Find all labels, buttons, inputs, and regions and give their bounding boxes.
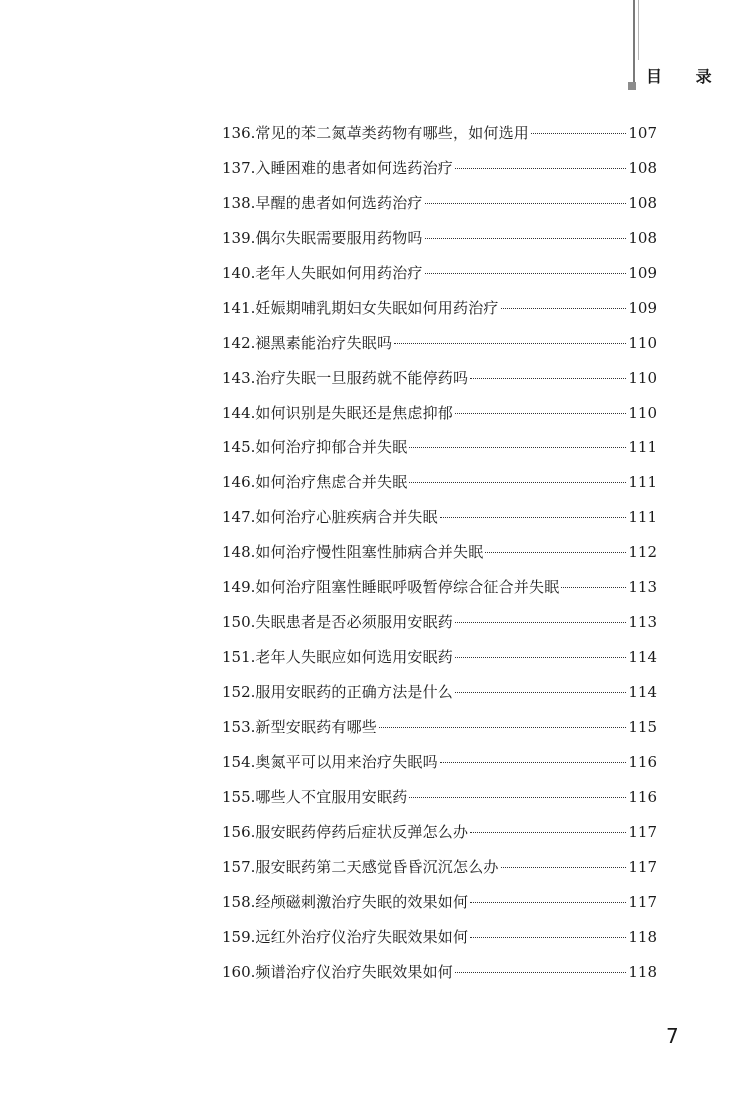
toc-dot-leader bbox=[440, 762, 627, 763]
toc-entry-page: 117 bbox=[628, 822, 657, 841]
toc-dot-leader bbox=[470, 378, 626, 379]
toc-entry-number: 138. bbox=[222, 193, 256, 212]
toc-entry-page: 114 bbox=[628, 683, 657, 701]
toc-entry-number: 149. bbox=[222, 578, 256, 597]
toc-entry[interactable] bbox=[222, 262, 657, 297]
toc-entry-number: 153. bbox=[222, 717, 256, 736]
header-rule-inner bbox=[638, 0, 639, 60]
toc-entry-number: 147. bbox=[222, 508, 256, 527]
toc-entry[interactable] bbox=[222, 961, 657, 996]
toc-dot-leader bbox=[455, 622, 626, 623]
toc-entry-title: 早醒的患者如何选药治疗 bbox=[255, 193, 423, 212]
toc-dot-leader bbox=[409, 447, 626, 448]
toc-entry-number: 137. bbox=[222, 158, 256, 177]
toc-entry[interactable] bbox=[222, 681, 657, 716]
toc-entry-page: 113 bbox=[628, 578, 657, 597]
toc-dot-leader bbox=[561, 587, 626, 588]
toc-entry-number: 140. bbox=[222, 263, 256, 282]
toc-entry[interactable] bbox=[222, 751, 657, 786]
toc-entry-number: 139. bbox=[222, 228, 256, 247]
toc-dot-leader bbox=[485, 552, 626, 553]
toc-entry[interactable] bbox=[222, 716, 657, 751]
toc-dot-leader bbox=[425, 203, 627, 204]
toc-entry-title: 褪黑素能治疗失眠吗 bbox=[255, 333, 393, 352]
toc-dot-leader bbox=[531, 133, 626, 134]
toc-entry[interactable] bbox=[222, 646, 657, 681]
toc-entry-page: 117 bbox=[628, 857, 657, 876]
toc-dot-leader bbox=[470, 832, 626, 833]
toc-entry-title: 如何治疗心脏疾病合并失眠 bbox=[255, 508, 438, 527]
toc-entry[interactable] bbox=[222, 297, 657, 332]
toc-entry-page: 110 bbox=[628, 403, 657, 422]
toc-dot-leader bbox=[379, 727, 626, 728]
toc-dot-leader bbox=[440, 517, 627, 518]
toc-entry-number: 136. bbox=[222, 124, 256, 142]
toc-entry-title: 如何治疗阻塞性睡眠呼吸暂停综合征合并失眠 bbox=[255, 578, 560, 597]
toc-entry-page: 117 bbox=[628, 892, 657, 911]
toc-dot-leader bbox=[409, 797, 626, 798]
toc-entry-title: 如何治疗焦虑合并失眠 bbox=[255, 473, 408, 492]
toc-dot-leader bbox=[455, 168, 626, 169]
toc-dot-leader bbox=[455, 657, 626, 658]
toc-entry-title: 新型安眠药有哪些 bbox=[255, 717, 378, 736]
toc-entry-title: 奥氮平可以用来治疗失眠吗 bbox=[255, 752, 438, 771]
toc-entry-number: 158. bbox=[222, 892, 256, 911]
toc-entry[interactable] bbox=[222, 541, 657, 576]
toc-entry-page: 108 bbox=[628, 193, 657, 212]
toc-entry-page: 113 bbox=[628, 613, 657, 632]
toc-entry[interactable] bbox=[222, 611, 657, 646]
toc-entry[interactable] bbox=[222, 157, 657, 192]
toc-entry-number: 141. bbox=[222, 298, 256, 317]
toc-entry-number: 148. bbox=[222, 543, 256, 562]
toc-entry-title: 老年人失眠如何用药治疗 bbox=[255, 263, 423, 282]
toc-entry-page: 109 bbox=[628, 263, 657, 282]
toc-dot-leader bbox=[470, 902, 626, 903]
toc-dot-leader bbox=[425, 273, 627, 274]
toc-entry[interactable] bbox=[222, 926, 657, 961]
toc-entry-number: 146. bbox=[222, 473, 256, 492]
toc-dot-leader bbox=[425, 238, 627, 239]
toc-entry-page: 111 bbox=[628, 473, 657, 492]
toc-dot-leader bbox=[394, 343, 626, 344]
toc-entry-number: 142. bbox=[222, 333, 256, 352]
toc-entry[interactable] bbox=[222, 192, 657, 227]
toc-entry-title: 老年人失眠应如何选用安眠药 bbox=[255, 648, 454, 667]
toc-entry-page: 109 bbox=[628, 298, 657, 317]
toc-entry-number: 156. bbox=[222, 822, 256, 841]
toc-entry-number: 155. bbox=[222, 787, 256, 806]
toc-entry-title: 频谱治疗仪治疗失眠效果如何 bbox=[255, 962, 454, 981]
toc-dot-leader bbox=[501, 867, 627, 868]
toc-entry-page: 114 bbox=[628, 648, 657, 667]
toc-entry-page: 116 bbox=[628, 787, 657, 806]
toc-entry-page: 118 bbox=[628, 962, 657, 981]
toc-entry[interactable] bbox=[222, 471, 657, 506]
toc-entry[interactable] bbox=[222, 891, 657, 926]
toc-entry-number: 143. bbox=[222, 368, 256, 387]
toc-entry-page: 107 bbox=[628, 124, 657, 142]
toc-dot-leader bbox=[501, 308, 627, 309]
toc-entry-page: 111 bbox=[628, 438, 657, 457]
toc-entry-number: 159. bbox=[222, 927, 256, 946]
toc-entry[interactable] bbox=[222, 856, 657, 891]
toc-entry[interactable] bbox=[222, 227, 657, 262]
toc-entry-number: 154. bbox=[222, 752, 256, 771]
toc-entry-title: 经颅磁刺激治疗失眠的效果如何 bbox=[255, 892, 469, 911]
header-title: 目 录 bbox=[646, 67, 726, 86]
toc-entry-title: 如何治疗抑郁合并失眠 bbox=[255, 438, 408, 457]
toc-entry-title: 服用安眠药的正确方法是什么 bbox=[255, 683, 454, 701]
toc-entry-page: 108 bbox=[628, 158, 657, 177]
toc-entry-page: 115 bbox=[628, 717, 657, 736]
toc-entry[interactable] bbox=[222, 367, 657, 402]
toc-entry-title: 哪些人不宜服用安眠药 bbox=[255, 787, 408, 806]
toc-entry-title: 入睡困难的患者如何选药治疗 bbox=[255, 158, 454, 177]
toc-dot-leader bbox=[470, 937, 626, 938]
toc-entry[interactable] bbox=[222, 576, 657, 611]
toc-entry-title: 如何识别是失眠还是焦虑抑郁 bbox=[255, 403, 454, 422]
toc-entry-page: 116 bbox=[628, 752, 657, 771]
toc-entry[interactable] bbox=[222, 402, 657, 437]
toc-entry[interactable] bbox=[222, 506, 657, 541]
toc-entry-page: 118 bbox=[628, 927, 657, 946]
toc-entry-number: 145. bbox=[222, 438, 256, 457]
toc-entry-title: 妊娠期哺乳期妇女失眠如何用药治疗 bbox=[255, 298, 499, 317]
toc-entry-number: 151. bbox=[222, 648, 256, 667]
toc-entry-number: 157. bbox=[222, 857, 256, 876]
toc-entry-page: 111 bbox=[628, 508, 657, 527]
header-marker bbox=[628, 82, 636, 90]
toc-entry-title: 远红外治疗仪治疗失眠效果如何 bbox=[255, 927, 469, 946]
toc-entry-page: 110 bbox=[628, 333, 657, 352]
toc-dot-leader bbox=[455, 413, 626, 414]
toc-entry-number: 150. bbox=[222, 613, 256, 632]
toc-entry-title: 失眠患者是否必须服用安眠药 bbox=[255, 613, 454, 632]
toc-dot-leader bbox=[455, 972, 626, 973]
toc-entry-title: 治疗失眠一旦服药就不能停药吗 bbox=[255, 368, 469, 387]
toc-entry-title: 常见的苯二氮䓬类药物有哪些，如何选用 bbox=[255, 124, 530, 142]
toc-entry[interactable] bbox=[222, 332, 657, 367]
toc-entry[interactable] bbox=[222, 821, 657, 856]
toc-entry-title: 偶尔失眠需要服用药物吗 bbox=[255, 228, 423, 247]
table-of-contents bbox=[222, 122, 657, 995]
toc-entry-title: 如何治疗慢性阻塞性肺病合并失眠 bbox=[255, 543, 484, 562]
page-number: 7 bbox=[666, 1024, 679, 1048]
toc-entry-title: 服安眠药停药后症状反弹怎么办 bbox=[255, 822, 469, 841]
toc-entry-page: 112 bbox=[628, 543, 657, 562]
toc-entry[interactable] bbox=[222, 436, 657, 471]
toc-entry-page: 110 bbox=[628, 368, 657, 387]
toc-entry-page: 108 bbox=[628, 228, 657, 247]
toc-dot-leader bbox=[455, 692, 626, 693]
toc-entry-number: 152. bbox=[222, 683, 256, 701]
toc-entry[interactable] bbox=[222, 786, 657, 821]
toc-entry-number: 144. bbox=[222, 403, 256, 422]
toc-entry-title: 服安眠药第二天感觉昏昏沉沉怎么办 bbox=[255, 857, 499, 876]
toc-entry-number: 160. bbox=[222, 962, 256, 981]
toc-dot-leader bbox=[409, 482, 626, 483]
header-rule bbox=[633, 0, 635, 83]
toc-entry[interactable] bbox=[222, 122, 657, 157]
